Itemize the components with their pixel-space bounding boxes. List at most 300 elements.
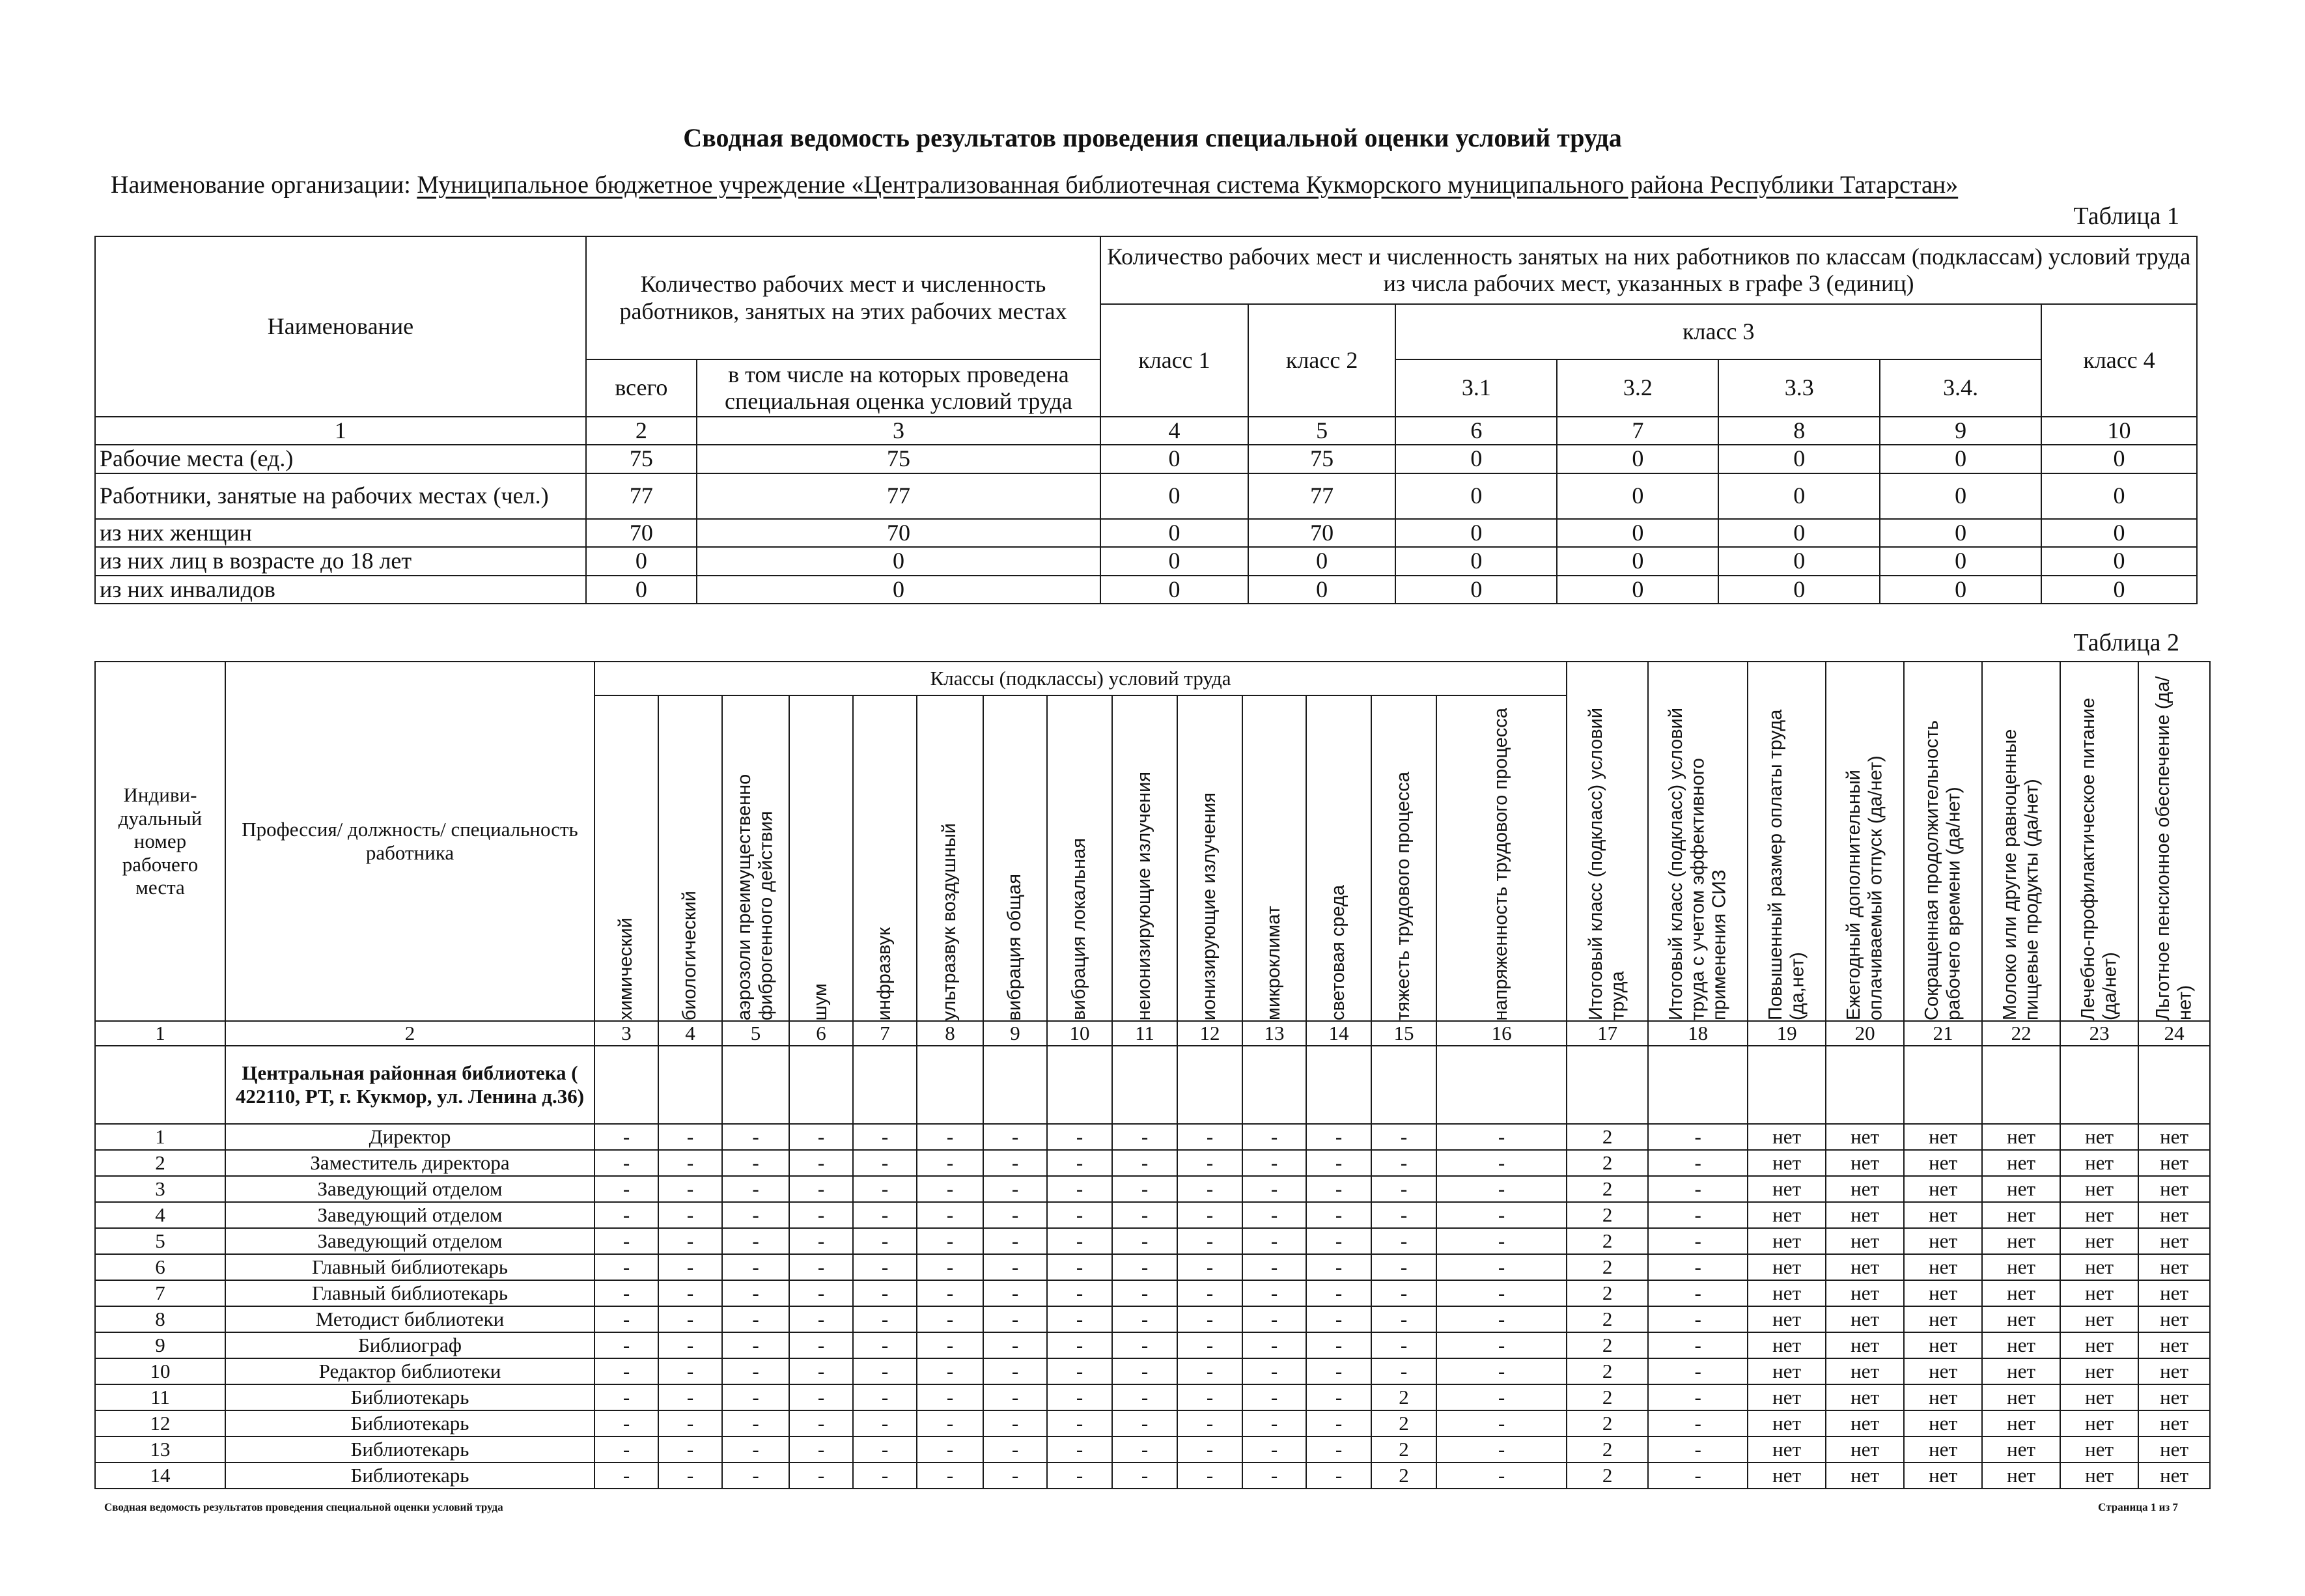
t2-cell: нет <box>1826 1176 1904 1202</box>
section-empty <box>1567 1046 1648 1124</box>
section-empty <box>95 1046 225 1124</box>
t2-cell: нет <box>1982 1254 2060 1280</box>
t2-cell: - <box>722 1358 789 1384</box>
t2-row-profession: Заведующий отделом <box>225 1176 594 1202</box>
t1-header-class3-1: 3.1 <box>1395 359 1557 417</box>
t2-cell: - <box>1177 1280 1242 1306</box>
t2-cell: - <box>1371 1150 1436 1176</box>
t2-row <box>95 1358 2210 1384</box>
t2-row <box>95 1228 2210 1254</box>
t2-header-reduced-hours: Сокращенная продолжительность рабочего времени (да/нет) <box>1904 662 1982 1021</box>
col-num: 3 <box>697 417 1100 445</box>
t2-cell: 2 <box>1567 1358 1648 1384</box>
t2-cell: - <box>1648 1332 1748 1358</box>
t2-cell: - <box>1371 1202 1436 1228</box>
t1-cell: 0 <box>1718 445 1880 473</box>
t2-cell: - <box>1306 1332 1371 1358</box>
t2-cell: нет <box>1826 1228 1904 1254</box>
t2-cell: - <box>658 1280 722 1306</box>
t2-cell: - <box>789 1254 853 1280</box>
col-num: 15 <box>1371 1021 1436 1046</box>
t2-cell: нет <box>2138 1436 2210 1463</box>
t2-cell: 2 <box>1567 1124 1648 1150</box>
footer-title: Сводная ведомость результатов проведения специальной оценки условий труда <box>104 1501 503 1513</box>
t2-cell: - <box>1112 1384 1177 1410</box>
col-num: 10 <box>2041 417 2197 445</box>
t1-cell: 0 <box>697 576 1100 604</box>
t1-column-numbers <box>95 417 2197 445</box>
t2-cell: 2 <box>1567 1150 1648 1176</box>
t2-cell: - <box>853 1306 917 1332</box>
t2-cell: - <box>1436 1463 1567 1489</box>
t2-cell: нет <box>1904 1436 1982 1463</box>
t2-row-id: 4 <box>95 1202 225 1228</box>
t2-header-factor: инфразвук <box>853 695 917 1021</box>
t2-section-row <box>95 1046 2210 1124</box>
t2-cell: нет <box>1982 1358 2060 1384</box>
t2-cell: - <box>1436 1358 1567 1384</box>
t2-cell: - <box>853 1384 917 1410</box>
t2-cell: нет <box>1748 1384 1826 1410</box>
t1-cell: 0 <box>1100 519 1248 547</box>
t2-cell: - <box>1371 1176 1436 1202</box>
t1-header-class3-3: 3.3 <box>1718 359 1880 417</box>
t2-row-profession: Главный библиотекарь <box>225 1280 594 1306</box>
t2-header-extra-leave: Ежегодный дополнительный оплачиваемый отпуск (да/нет) <box>1826 662 1904 1021</box>
t2-cell: - <box>1242 1306 1306 1332</box>
t2-cell: - <box>789 1228 853 1254</box>
t2-cell: - <box>789 1358 853 1384</box>
t2-header-final-class-siz: Итоговый класс (подкласс) условий труда с учетом эффективного применения СИЗ <box>1648 662 1748 1021</box>
t2-cell: - <box>1177 1176 1242 1202</box>
t2-cell: - <box>1306 1202 1371 1228</box>
t2-cell: - <box>1047 1306 1112 1332</box>
t2-cell: нет <box>2060 1150 2138 1176</box>
t2-cell: - <box>1047 1124 1112 1150</box>
t2-cell: - <box>1436 1150 1567 1176</box>
t2-cell: - <box>1242 1463 1306 1489</box>
t2-header-profession: Профессия/ должность/ специальность работника <box>225 662 594 1021</box>
section-title: Центральная районная библиотека ( 422110, РТ, г. Кукмор, ул. Ленина д.36) <box>225 1046 594 1124</box>
t2-row <box>95 1280 2210 1306</box>
section-empty <box>789 1046 853 1124</box>
t2-cell: - <box>917 1280 983 1306</box>
t2-cell: - <box>1436 1280 1567 1306</box>
t2-cell: нет <box>1904 1463 1982 1489</box>
t2-cell: нет <box>1826 1410 1904 1436</box>
t2-cell: - <box>1436 1384 1567 1410</box>
t2-cell: - <box>1648 1254 1748 1280</box>
t2-cell: - <box>983 1202 1047 1228</box>
t1-cell: 0 <box>1557 445 1718 473</box>
col-num: 18 <box>1648 1021 1748 1046</box>
t2-cell: - <box>917 1358 983 1384</box>
section-empty <box>594 1046 658 1124</box>
section-empty <box>1982 1046 2060 1124</box>
t1-cell: 0 <box>2041 519 2197 547</box>
section-empty <box>1748 1046 1826 1124</box>
t1-header-count-group: Количество рабочих мест и численность работников, занятых на этих рабочих местах <box>586 236 1100 359</box>
t2-cell: - <box>1648 1228 1748 1254</box>
t2-header-factor: неионизирующие излучения <box>1112 695 1177 1021</box>
t2-cell: - <box>1436 1124 1567 1150</box>
t2-cell: - <box>853 1176 917 1202</box>
t2-row-profession: Библиограф <box>225 1332 594 1358</box>
t2-cell: нет <box>1904 1306 1982 1332</box>
t2-header-factor: тяжесть трудового процесса <box>1371 695 1436 1021</box>
t2-cell: - <box>983 1436 1047 1463</box>
t1-header-class3: класс 3 <box>1395 304 2041 359</box>
section-empty <box>917 1046 983 1124</box>
t2-cell: - <box>1047 1280 1112 1306</box>
t2-cell: - <box>1242 1176 1306 1202</box>
t2-cell: нет <box>1982 1436 2060 1463</box>
section-empty <box>1306 1046 1371 1124</box>
t1-header-class3-2: 3.2 <box>1557 359 1718 417</box>
t1-cell: 77 <box>1248 473 1396 519</box>
t1-cell: 0 <box>1557 547 1718 575</box>
col-num: 8 <box>917 1021 983 1046</box>
section-empty <box>983 1046 1047 1124</box>
t1-cell: 0 <box>2041 473 2197 519</box>
t2-cell: - <box>853 1410 917 1436</box>
t2-row-id: 7 <box>95 1280 225 1306</box>
t2-cell: - <box>983 1358 1047 1384</box>
t2-cell: - <box>789 1436 853 1463</box>
t2-cell: 2 <box>1567 1202 1648 1228</box>
t2-row <box>95 1436 2210 1463</box>
organization-name: Муниципальное бюджетное учреждение «Централизованная библиотечная система Кукморского муниципального района Республики Татарстан» <box>417 171 1959 199</box>
t2-cell: - <box>1112 1306 1177 1332</box>
t2-cell: - <box>1242 1358 1306 1384</box>
t1-cell: 0 <box>1880 445 2041 473</box>
t2-cell: - <box>917 1176 983 1202</box>
t2-cell: нет <box>2138 1332 2210 1358</box>
col-num: 6 <box>789 1021 853 1046</box>
t2-cell: нет <box>1748 1202 1826 1228</box>
t2-cell: - <box>1306 1358 1371 1384</box>
section-empty <box>853 1046 917 1124</box>
t2-cell: - <box>1436 1228 1567 1254</box>
t2-cell: - <box>1306 1124 1371 1150</box>
t2-row-id: 10 <box>95 1358 225 1384</box>
t2-cell: 2 <box>1567 1176 1648 1202</box>
t1-cell: 0 <box>1557 519 1718 547</box>
t2-cell: - <box>658 1436 722 1463</box>
t2-cell: - <box>722 1332 789 1358</box>
t2-cell: - <box>789 1280 853 1306</box>
t1-header-class3-4: 3.4. <box>1880 359 2041 417</box>
t2-cell: - <box>1177 1202 1242 1228</box>
t2-row <box>95 1124 2210 1150</box>
col-num: 14 <box>1306 1021 1371 1046</box>
t2-cell: - <box>983 1150 1047 1176</box>
t2-row <box>95 1463 2210 1489</box>
t2-cell: - <box>1436 1436 1567 1463</box>
t2-cell: - <box>594 1254 658 1280</box>
t2-cell: - <box>722 1124 789 1150</box>
t2-row-id: 11 <box>95 1384 225 1410</box>
t2-cell: нет <box>1748 1358 1826 1384</box>
t2-row-profession: Библиотекарь <box>225 1436 594 1463</box>
t2-row-id: 13 <box>95 1436 225 1463</box>
t1-row-label: Рабочие места (ед.) <box>95 445 586 473</box>
t2-row <box>95 1332 2210 1358</box>
t2-cell: - <box>1177 1410 1242 1436</box>
t2-cell: - <box>917 1410 983 1436</box>
t2-cell: - <box>917 1124 983 1150</box>
t1-row <box>95 547 2197 575</box>
t2-row <box>95 1202 2210 1228</box>
t1-cell: 0 <box>1248 576 1396 604</box>
col-num: 9 <box>1880 417 2041 445</box>
t2-cell: - <box>722 1150 789 1176</box>
t2-cell: - <box>658 1228 722 1254</box>
t2-cell: - <box>1047 1358 1112 1384</box>
t2-cell: - <box>1436 1410 1567 1436</box>
t2-cell: - <box>722 1202 789 1228</box>
t1-cell: 0 <box>1880 473 2041 519</box>
col-num: 8 <box>1718 417 1880 445</box>
section-empty <box>1648 1046 1748 1124</box>
t2-cell: - <box>1047 1254 1112 1280</box>
t2-cell: нет <box>2060 1463 2138 1489</box>
t2-row-profession: Редактор библиотеки <box>225 1358 594 1384</box>
col-num: 11 <box>1112 1021 1177 1046</box>
t1-cell: 0 <box>1100 473 1248 519</box>
t2-cell: - <box>1047 1436 1112 1463</box>
t2-cell: - <box>594 1306 658 1332</box>
t2-cell: - <box>658 1150 722 1176</box>
t1-cell: 77 <box>697 473 1100 519</box>
t2-header-id: Индиви-дуальный номер рабочего места <box>95 662 225 1021</box>
t1-cell: 75 <box>697 445 1100 473</box>
t2-cell: нет <box>2138 1410 2210 1436</box>
t2-cell: - <box>1306 1463 1371 1489</box>
t2-cell: - <box>983 1176 1047 1202</box>
t2-cell: нет <box>2138 1254 2210 1280</box>
t2-cell: - <box>1047 1463 1112 1489</box>
t1-cell: 0 <box>1718 473 1880 519</box>
t2-cell: - <box>594 1410 658 1436</box>
t1-cell: 0 <box>1718 576 1880 604</box>
t1-cell: 0 <box>586 547 697 575</box>
t2-cell: - <box>1047 1176 1112 1202</box>
t2-cell: - <box>1242 1124 1306 1150</box>
t1-cell: 0 <box>1880 547 2041 575</box>
t1-cell: 70 <box>1248 519 1396 547</box>
t2-cell: - <box>1112 1254 1177 1280</box>
t2-cell: - <box>853 1436 917 1463</box>
t2-row-id: 14 <box>95 1463 225 1489</box>
t2-cell: - <box>1648 1150 1748 1176</box>
t2-header-factor: световая среда <box>1306 695 1371 1021</box>
t2-cell: нет <box>1826 1463 1904 1489</box>
t2-cell: нет <box>1826 1254 1904 1280</box>
t2-cell: нет <box>1748 1306 1826 1332</box>
t1-cell: 0 <box>1557 576 1718 604</box>
t2-header-factor: вибрация локальная <box>1047 695 1112 1021</box>
t2-cell: - <box>594 1228 658 1254</box>
col-num: 1 <box>95 417 586 445</box>
t2-cell: нет <box>2138 1306 2210 1332</box>
t2-cell: нет <box>1982 1124 2060 1150</box>
col-num: 3 <box>594 1021 658 1046</box>
t2-row-profession: Библиотекарь <box>225 1463 594 1489</box>
t2-cell: - <box>983 1228 1047 1254</box>
t2-cell: нет <box>1748 1228 1826 1254</box>
t1-cell: 0 <box>2041 576 2197 604</box>
t2-cell: нет <box>1826 1280 1904 1306</box>
t2-row-id: 1 <box>95 1124 225 1150</box>
t2-row-profession: Заместитель директора <box>225 1150 594 1176</box>
t2-row-profession: Библиотекарь <box>225 1410 594 1436</box>
t2-cell: 2 <box>1371 1384 1436 1410</box>
t2-cell: - <box>789 1384 853 1410</box>
t2-cell: - <box>1306 1436 1371 1463</box>
t2-cell: нет <box>1982 1463 2060 1489</box>
t2-row <box>95 1410 2210 1436</box>
t2-row-id: 2 <box>95 1150 225 1176</box>
t2-cell: - <box>983 1332 1047 1358</box>
t2-cell: нет <box>1904 1410 1982 1436</box>
t2-cell: нет <box>2138 1384 2210 1410</box>
t2-cell: - <box>658 1306 722 1332</box>
t2-cell: - <box>594 1463 658 1489</box>
t2-cell: 2 <box>1567 1436 1648 1463</box>
t2-cell: - <box>1371 1358 1436 1384</box>
t2-cell: - <box>1648 1463 1748 1489</box>
t2-cell: - <box>1648 1124 1748 1150</box>
t2-cell: нет <box>2060 1410 2138 1436</box>
t1-header-class2: класс 2 <box>1248 304 1396 417</box>
t2-cell: - <box>722 1228 789 1254</box>
col-num: 23 <box>2060 1021 2138 1046</box>
t1-header-total: всего <box>586 359 697 417</box>
t2-cell: - <box>1047 1332 1112 1358</box>
t2-cell: - <box>1436 1332 1567 1358</box>
section-empty <box>658 1046 722 1124</box>
t2-cell: - <box>853 1280 917 1306</box>
section-empty <box>2060 1046 2138 1124</box>
t1-header-class-group: Количество рабочих мест и численность занятых на них работников по классам (подклассам) условий труда из числа рабочих мест, указанных в графе 3 (единиц) <box>1100 236 2197 304</box>
t2-cell: - <box>722 1410 789 1436</box>
t2-header-factor: напряженность трудового процесса <box>1436 695 1567 1021</box>
t2-cell: нет <box>1904 1254 1982 1280</box>
t2-cell: нет <box>1748 1463 1826 1489</box>
t2-cell: - <box>1242 1202 1306 1228</box>
t2-cell: нет <box>1826 1124 1904 1150</box>
t2-row-profession: Библиотекарь <box>225 1384 594 1410</box>
t2-cell: - <box>722 1306 789 1332</box>
t2-cell: нет <box>2138 1202 2210 1228</box>
t2-cell: - <box>722 1176 789 1202</box>
t2-cell: нет <box>1982 1150 2060 1176</box>
t2-header-factor: аэрозоли преимущественно фиброгенного действия <box>722 695 789 1021</box>
t2-cell: - <box>1306 1254 1371 1280</box>
t2-header-factor: микроклимат <box>1242 695 1306 1021</box>
t2-cell: - <box>1112 1280 1177 1306</box>
t2-cell: - <box>1436 1176 1567 1202</box>
t2-header-classes-group: Классы (подклассы) условий труда <box>594 662 1567 695</box>
t2-row-id: 8 <box>95 1306 225 1332</box>
t1-cell: 0 <box>1100 445 1248 473</box>
summary-table <box>94 236 2198 604</box>
t1-cell: 0 <box>1395 473 1557 519</box>
t2-cell: - <box>1242 1280 1306 1306</box>
col-num: 6 <box>1395 417 1557 445</box>
t2-cell: нет <box>2060 1228 2138 1254</box>
t2-cell: - <box>594 1436 658 1463</box>
col-num: 19 <box>1748 1021 1826 1046</box>
t2-cell: нет <box>1982 1202 2060 1228</box>
t2-cell: нет <box>1982 1332 2060 1358</box>
t2-cell: - <box>594 1124 658 1150</box>
t2-row-profession: Заведующий отделом <box>225 1202 594 1228</box>
col-num: 5 <box>722 1021 789 1046</box>
t2-cell: нет <box>2138 1150 2210 1176</box>
t2-cell: - <box>917 1228 983 1254</box>
t2-row-id: 5 <box>95 1228 225 1254</box>
t2-cell: нет <box>2060 1436 2138 1463</box>
t2-column-numbers <box>95 1021 2210 1046</box>
t2-cell: - <box>1177 1254 1242 1280</box>
section-empty <box>1436 1046 1567 1124</box>
t2-cell: нет <box>2060 1332 2138 1358</box>
t2-row-profession: Методист библиотеки <box>225 1306 594 1332</box>
t2-cell: - <box>1648 1306 1748 1332</box>
t2-cell: - <box>1242 1228 1306 1254</box>
t1-cell: 70 <box>586 519 697 547</box>
t2-cell: нет <box>1826 1150 1904 1176</box>
t2-cell: - <box>789 1124 853 1150</box>
t2-header-milk: Молоко или другие равноценные пищевые продукты (да/нет) <box>1982 662 2060 1021</box>
section-empty <box>1047 1046 1112 1124</box>
t2-cell: - <box>917 1202 983 1228</box>
t1-row-label: из них лиц в возрасте до 18 лет <box>95 547 586 575</box>
t2-cell: 2 <box>1567 1228 1648 1254</box>
t2-cell: - <box>1047 1202 1112 1228</box>
t2-cell: нет <box>1904 1280 1982 1306</box>
t1-row <box>95 519 2197 547</box>
t2-row-profession: Главный библиотекарь <box>225 1254 594 1280</box>
t2-row-id: 12 <box>95 1410 225 1436</box>
t2-cell: - <box>1648 1176 1748 1202</box>
t2-cell: - <box>1112 1228 1177 1254</box>
t2-cell: нет <box>2060 1202 2138 1228</box>
t2-cell: - <box>983 1410 1047 1436</box>
t2-cell: - <box>789 1463 853 1489</box>
t2-cell: - <box>1112 1358 1177 1384</box>
col-num: 2 <box>225 1021 594 1046</box>
t2-cell: нет <box>1748 1436 1826 1463</box>
t2-cell: 2 <box>1567 1410 1648 1436</box>
t2-cell: нет <box>2138 1228 2210 1254</box>
t2-row <box>95 1176 2210 1202</box>
t1-row-label: из них женщин <box>95 519 586 547</box>
t2-cell: - <box>917 1254 983 1280</box>
t1-cell: 0 <box>2041 547 2197 575</box>
t2-cell: нет <box>2060 1280 2138 1306</box>
t2-cell: - <box>722 1384 789 1410</box>
t2-cell: - <box>1177 1436 1242 1463</box>
t2-cell: 2 <box>1371 1436 1436 1463</box>
t2-cell: нет <box>2060 1124 2138 1150</box>
t2-cell: - <box>1112 1176 1177 1202</box>
t2-cell: нет <box>1748 1410 1826 1436</box>
t2-cell: - <box>1648 1436 1748 1463</box>
t2-cell: - <box>789 1176 853 1202</box>
